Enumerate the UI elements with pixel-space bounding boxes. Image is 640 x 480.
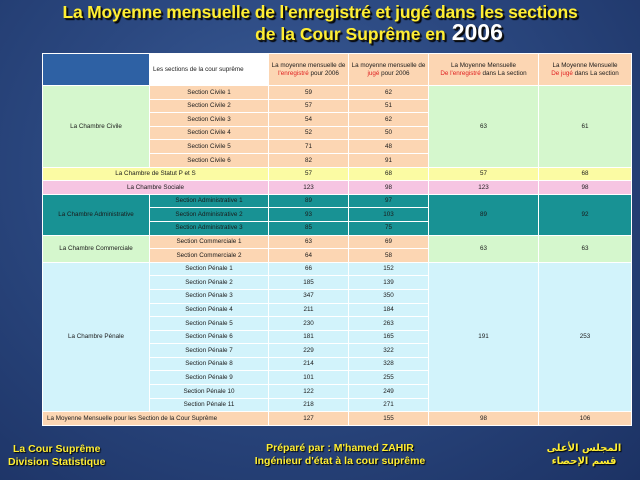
enreg-cell: 229 [269,344,349,358]
juge-cell: 350 [349,289,429,303]
table-row [43,181,632,195]
header-blank-cell [43,54,150,86]
section-civile-6: Section Civile 6 [150,153,269,167]
section-commerciale-1: Section Commerciale 1 [150,235,269,249]
sociale-agg-juge: 98 [539,181,632,195]
enreg-cell: 57 [269,99,349,113]
enreg-cell: 347 [269,289,349,303]
section-civile-3: Section Civile 3 [150,113,269,127]
table-row [43,167,632,181]
juge-cell: 139 [349,276,429,290]
title-year: 2006 [451,19,503,45]
section-penale-10: Section Pénale 10 [150,385,269,399]
header-moy-enreg-red: l'enregistré [278,69,309,77]
header-agg-juge-post: dans La section [574,69,619,77]
footer-court-name: La Cour Suprême [12,443,101,455]
title-line-2-text: de la Cour Suprême en [255,24,446,44]
header-agg-juge [539,54,632,86]
header-agg-enreg-pre: La Moyenne Mensuelle [450,62,517,69]
chambre-penale: La Chambre Pénale [43,262,150,412]
header-moy-juge-red: jugé [367,69,380,77]
penale-agg-enreg: 191 [429,262,539,412]
header-agg-enreg-post: dans La section [482,69,527,77]
title-line-1: La Moyenne mensuelle de l'enregistré et jugé dans les sections [62,2,578,22]
enreg-cell: 218 [269,398,349,412]
section-admin-1: Section Administrative 1 [150,194,269,208]
header-agg-enregistre [429,54,539,86]
slide-title [0,2,640,44]
juge-cell: 249 [349,385,429,399]
section-admin-2: Section Administrative 2 [150,208,269,222]
footer-right [536,442,632,468]
header-agg-enreg-red: De l'enregistré [440,69,481,77]
enreg-cell: 57 [269,167,349,181]
section-penale-6: Section Pénale 6 [150,330,269,344]
section-penale-2: Section Pénale 2 [150,276,269,290]
footer-left [8,443,105,469]
footer-arabic-court: المجلس الأعلى [546,443,622,454]
juge-cell: 98 [349,181,429,195]
juge-cell: 91 [349,153,429,167]
enreg-cell: 64 [269,249,349,263]
juge-cell: 51 [349,99,429,113]
chambre-civile: La Chambre Civile [43,86,150,168]
header-moy-enregistre [269,54,349,86]
juge-cell: 69 [349,235,429,249]
enreg-cell: 54 [269,113,349,127]
chambre-administrative: La Chambre Administrative [43,194,150,235]
penale-agg-juge: 253 [539,262,632,412]
header-agg-juge-red: De jugé [551,69,573,77]
juge-cell: 58 [349,249,429,263]
header-agg-juge-pre: La Moyenne Mensuelle [552,62,618,69]
header-moy-juge-pre: La moyenne mensuelle de [351,62,426,69]
enreg-cell: 214 [269,357,349,371]
section-commerciale-2: Section Commerciale 2 [150,249,269,263]
enreg-cell: 66 [269,262,349,276]
statut-agg-enreg: 57 [429,167,539,181]
juge-cell: 68 [349,167,429,181]
section-penale-1: Section Pénale 1 [150,262,269,276]
juge-cell: 62 [349,86,429,100]
commerciale-agg-enreg: 63 [429,235,539,262]
table-row [43,194,632,208]
enreg-cell: 181 [269,330,349,344]
civile-agg-juge: 61 [539,86,632,168]
enreg-cell: 101 [269,371,349,385]
table-row [43,86,632,100]
chambre-commerciale: La Chambre Commerciale [43,235,150,262]
header-moy-enreg-pre: La moyenne mensuelle de [271,62,346,69]
total-label: La Moyenne Mensuelle pour les Section de la Cour Suprême [43,412,269,426]
section-civile-2: Section Civile 2 [150,99,269,113]
enreg-cell: 63 [269,235,349,249]
section-penale-5: Section Pénale 5 [150,317,269,331]
commerciale-agg-juge: 63 [539,235,632,262]
enreg-cell: 122 [269,385,349,399]
footer-engineer-title: Ingénieur d'état à la cour suprême [254,455,426,467]
juge-cell: 271 [349,398,429,412]
table-header-row [43,54,632,86]
footer-arabic-division: قسم الإحصاء [551,456,617,467]
enreg-cell: 89 [269,194,349,208]
juge-cell: 322 [349,344,429,358]
enreg-cell: 211 [269,303,349,317]
section-civile-4: Section Civile 4 [150,126,269,140]
enreg-cell: 52 [269,126,349,140]
enreg-cell: 123 [269,181,349,195]
juge-cell: 328 [349,357,429,371]
juge-cell: 184 [349,303,429,317]
table-row [43,262,632,276]
section-penale-3: Section Pénale 3 [150,289,269,303]
enreg-cell: 93 [269,208,349,222]
juge-cell: 50 [349,126,429,140]
table-row [43,235,632,249]
enreg-cell: 230 [269,317,349,331]
table-total-row [43,412,632,426]
enreg-cell: 185 [269,276,349,290]
total-agg-juge: 106 [539,412,632,426]
juge-cell: 263 [349,317,429,331]
enreg-cell: 59 [269,86,349,100]
chambre-statut: La Chambre de Statut P et S [43,167,269,181]
section-penale-8: Section Pénale 8 [150,357,269,371]
juge-cell: 97 [349,194,429,208]
statut-agg-juge: 68 [539,167,632,181]
civile-agg-enreg: 63 [429,86,539,168]
footer-middle [220,442,460,468]
footer-prepared-by: Préparé par : M'hamed ZAHIR [266,442,414,454]
section-penale-9: Section Pénale 9 [150,371,269,385]
total-juge: 155 [349,412,429,426]
enreg-cell: 71 [269,140,349,154]
juge-cell: 75 [349,221,429,235]
header-moy-juge [349,54,429,86]
statistics-table [42,53,632,426]
juge-cell: 165 [349,330,429,344]
section-penale-4: Section Pénale 4 [150,303,269,317]
juge-cell: 48 [349,140,429,154]
enreg-cell: 82 [269,153,349,167]
total-agg-enreg: 98 [429,412,539,426]
header-moy-juge-post: pour 2006 [381,69,410,77]
chambre-sociale: La Chambre Sociale [43,181,269,195]
header-sections: Les sections de la cour suprême [150,54,269,86]
section-civile-5: Section Civile 5 [150,140,269,154]
section-penale-7: Section Pénale 7 [150,344,269,358]
juge-cell: 103 [349,208,429,222]
section-civile-1: Section Civile 1 [150,86,269,100]
total-enreg: 127 [269,412,349,426]
juge-cell: 62 [349,113,429,127]
enreg-cell: 85 [269,221,349,235]
footer-division-name: Division Statistique [8,456,106,468]
admin-agg-enreg: 89 [429,194,539,235]
header-moy-enreg-post: pour 2006 [310,69,339,77]
admin-agg-juge: 92 [539,194,632,235]
section-admin-3: Section Administrative 3 [150,221,269,235]
title-line-2 [0,19,640,45]
sociale-agg-enreg: 123 [429,181,539,195]
juge-cell: 255 [349,371,429,385]
section-penale-11: Section Pénale 11 [150,398,269,412]
juge-cell: 152 [349,262,429,276]
